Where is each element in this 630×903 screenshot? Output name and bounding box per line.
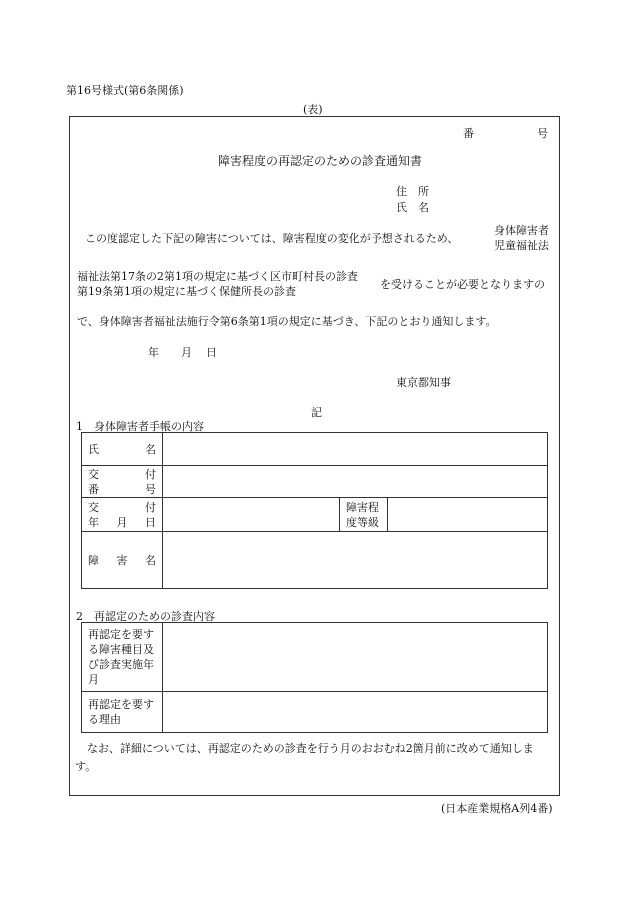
- name-header-cell: 氏 名: [82, 433, 163, 466]
- intro-text: この度認定した下記の障害については、障害程度の変化が予想されるため、: [85, 232, 459, 245]
- clause-option-b: 第19条第1項の規定に基づく保健所長の診査: [77, 285, 296, 298]
- examination-item-value-cell[interactable]: [163, 623, 548, 692]
- issue-date-header-cell: 交 付 年 月 日: [82, 498, 163, 532]
- table-row: [82, 433, 548, 466]
- handbook-table: [81, 432, 548, 589]
- name-label: 氏 名: [396, 201, 429, 214]
- closing-line-1: なお、詳細については、再認定のための診査を行う月のおおむね2箇月前に改めて通知しま: [87, 742, 534, 755]
- reason-value-cell[interactable]: [163, 692, 548, 733]
- notice-line: で、身体障害者福祉法施行令第6条第1項の規定に基づき、下記のとおり通知します。: [77, 315, 497, 328]
- table-row: [82, 498, 548, 532]
- examination-table: [81, 622, 548, 733]
- document-title: 障害程度の再認定のための診査通知書: [218, 154, 423, 168]
- table-row: [82, 623, 548, 692]
- issuer: 東京都知事: [396, 376, 451, 389]
- section2-heading: 2 再認定のための診査内容: [76, 610, 215, 623]
- address-label: 住 所: [396, 185, 429, 198]
- form-number: 第16号様式(第6条関係): [66, 84, 184, 97]
- name-value-cell[interactable]: [163, 433, 548, 466]
- date-month: 月: [181, 346, 192, 359]
- table-row: [82, 692, 548, 733]
- law-option-a: 身体障害者: [494, 224, 549, 237]
- issue-number-value-cell[interactable]: [163, 466, 548, 498]
- disability-value-cell[interactable]: [163, 532, 548, 589]
- paper-size-note: (日本産業規格A列4番): [441, 802, 553, 815]
- date-year: 年: [148, 346, 159, 359]
- law-option-b: 児童福祉法: [494, 239, 549, 252]
- clause-option-a: 福祉法第17条の2第1項の規定に基づく区市町村長の診査: [77, 270, 358, 283]
- section1-heading: 1 身体障害者手帳の内容: [76, 420, 204, 433]
- table-row: [82, 466, 548, 498]
- issue-number-header-cell: 交 付 番 号: [82, 466, 163, 498]
- side-label: (表): [303, 103, 323, 116]
- number-suffix: 号: [537, 127, 548, 140]
- reason-header-cell: 再認定を要す る理由: [82, 692, 163, 733]
- clause-continuation: を受けることが必要となりますの: [380, 278, 545, 291]
- grade-header-cell: 障害程 度等級: [340, 498, 388, 532]
- ki-heading: 記: [311, 406, 322, 419]
- closing-line-2: す。: [75, 760, 97, 773]
- disability-header-cell: 障 害 名: [82, 532, 163, 589]
- table-row: [82, 532, 548, 589]
- examination-item-header-cell: 再認定を要す る障害種目及 び診査実施年 月: [82, 623, 163, 692]
- issue-date-value-cell[interactable]: [163, 498, 340, 532]
- grade-value-cell[interactable]: [388, 498, 548, 532]
- date-day: 日: [206, 346, 217, 359]
- number-label: 番: [463, 127, 474, 140]
